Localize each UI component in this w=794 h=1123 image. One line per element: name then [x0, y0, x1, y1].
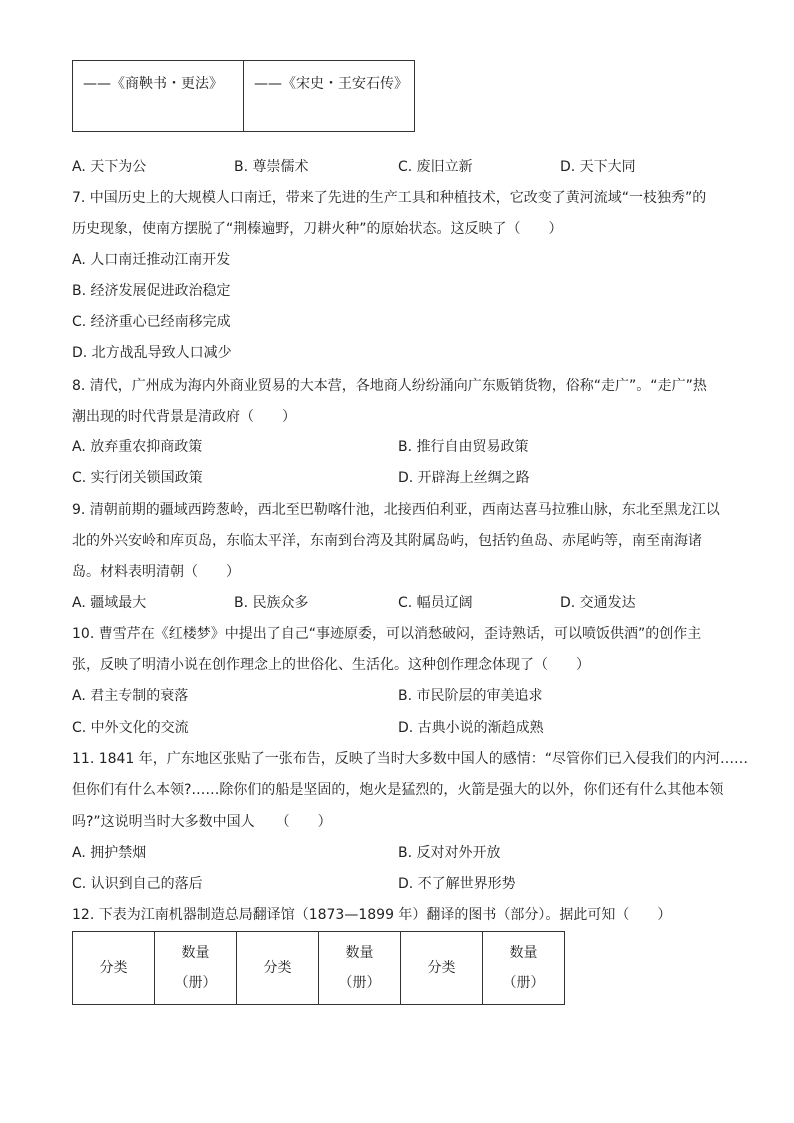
option-d[interactable]: D. 开辟海上丝绸之路 — [398, 470, 530, 486]
option-b[interactable]: B. 经济发展促进政治稳定 — [72, 283, 231, 299]
option-c[interactable]: C. 中外文化的交流 — [72, 720, 189, 736]
table-header-row — [73, 932, 565, 1005]
table-header-category: 分类 — [401, 932, 483, 1005]
option-a[interactable]: A. 拥护禁烟 — [72, 845, 147, 861]
q8-options — [72, 468, 732, 488]
q9-stem-line: 9. 清朝前期的疆域西跨葱岭，西北至巴勒喀什池，北接西伯利亚，西南达喜马拉雅山脉，东北至黑龙江以 — [72, 502, 720, 518]
option-a[interactable]: A. 天下为公 — [72, 159, 147, 175]
q8-stem-line: 8. 清代，广州成为海内外商业贸易的大本营，各地商人纷纷涌向广东贩销货物，俗称“走广”。“走广”热 — [72, 378, 707, 394]
q8-options — [72, 437, 732, 457]
table-header-quantity: 数量 （册） — [483, 932, 565, 1005]
table-header-category: 分类 — [73, 932, 155, 1005]
option-d[interactable]: D. 古典小说的渐趋成熟 — [398, 720, 544, 736]
option-d[interactable]: D. 交通发达 — [560, 595, 636, 611]
option-d[interactable]: D. 不了解世界形势 — [398, 876, 516, 892]
q7-stem-line: 7. 中国历史上的大规模人口南迁，带来了先进的生产工具和种植技术，它改变了黄河流域“一枝独秀”的 — [72, 190, 707, 206]
option-b[interactable]: B. 推行自由贸易政策 — [398, 439, 529, 455]
option-b[interactable]: B. 民族众多 — [234, 595, 309, 611]
q11-options — [72, 874, 732, 894]
option-c[interactable]: C. 废旧立新 — [398, 159, 473, 175]
table-header-quantity: 数量 （册） — [319, 932, 401, 1005]
q10-stem-line: 张，反映了明清小说在创作理念上的世俗化、生活化。这种创作理念体现了（ ） — [72, 657, 590, 673]
option-b[interactable]: B. 反对对外开放 — [398, 845, 501, 861]
option-c[interactable]: C. 经济重心已经南移完成 — [72, 314, 231, 330]
option-b[interactable]: B. 尊崇儒术 — [234, 159, 309, 175]
option-c[interactable]: C. 幅员辽阔 — [398, 595, 473, 611]
q10-options — [72, 686, 732, 706]
table-header-quantity: 数量 （册） — [155, 932, 237, 1005]
option-b[interactable]: B. 市民阶层的审美追求 — [398, 688, 543, 704]
table-header-category: 分类 — [237, 932, 319, 1005]
option-d[interactable]: D. 北方战乱导致人口减少 — [72, 345, 232, 361]
citation-cell: ——《宋史・王安石传》 — [244, 61, 415, 132]
q11-stem-line: 11. 1841 年，广东地区张贴了一张布告，反映了当时大多数中国人的感情：“尽管你们已入侵我们的内河…… — [72, 751, 749, 767]
book-category-table — [72, 931, 565, 1005]
table-row — [73, 61, 415, 132]
option-c[interactable]: C. 认识到自己的落后 — [72, 876, 203, 892]
option-a[interactable]: A. 放弃重农抑商政策 — [72, 439, 203, 455]
source-citation-table — [72, 60, 415, 132]
option-c[interactable]: C. 实行闭关锁国政策 — [72, 470, 203, 486]
q6-options — [72, 157, 732, 177]
option-a[interactable]: A. 人口南迁推动江南开发 — [72, 252, 231, 268]
q11-options — [72, 843, 732, 863]
q11-stem-line: 吗?”这说明当时大多数中国人 （ ） — [72, 814, 332, 830]
q9-stem-line: 北的外兴安岭和库页岛，东临太平洋，东南到台湾及其附属岛屿，包括钓鱼岛、赤尾屿等，南至南海诸 — [72, 533, 702, 549]
q7-stem-line: 历史现象，使南方摆脱了“荆榛遍野，刀耕火种”的原始状态。这反映了（ ） — [72, 221, 563, 237]
q11-stem-line: 但你们有什么本领?……除你们的船是坚固的，炮火是猛烈的，火箭是强大的以外，你们还有什么其他本领 — [72, 782, 724, 798]
option-d[interactable]: D. 天下大同 — [560, 159, 636, 175]
q12-stem-line: 12. 下表为江南机器制造总局翻译馆（1873—1899 年）翻译的图书（部分）。据此可知（ ） — [72, 907, 672, 923]
option-a[interactable]: A. 疆域最大 — [72, 595, 147, 611]
q9-stem-line: 岛。材料表明清朝（ ） — [72, 564, 240, 580]
option-a[interactable]: A. 君主专制的衰落 — [72, 688, 189, 704]
q10-stem-line: 10. 曹雪芹在《红楼梦》中提出了自己“事迹原委，可以消愁破闷，歪诗熟话，可以喷饭供酒”的创作主 — [72, 626, 702, 642]
q9-options — [72, 593, 732, 613]
q10-options — [72, 718, 732, 738]
citation-cell: ——《商鞅书・更法》 — [73, 61, 244, 132]
q8-stem-line: 潮出现的时代背景是清政府（ ） — [72, 409, 296, 425]
